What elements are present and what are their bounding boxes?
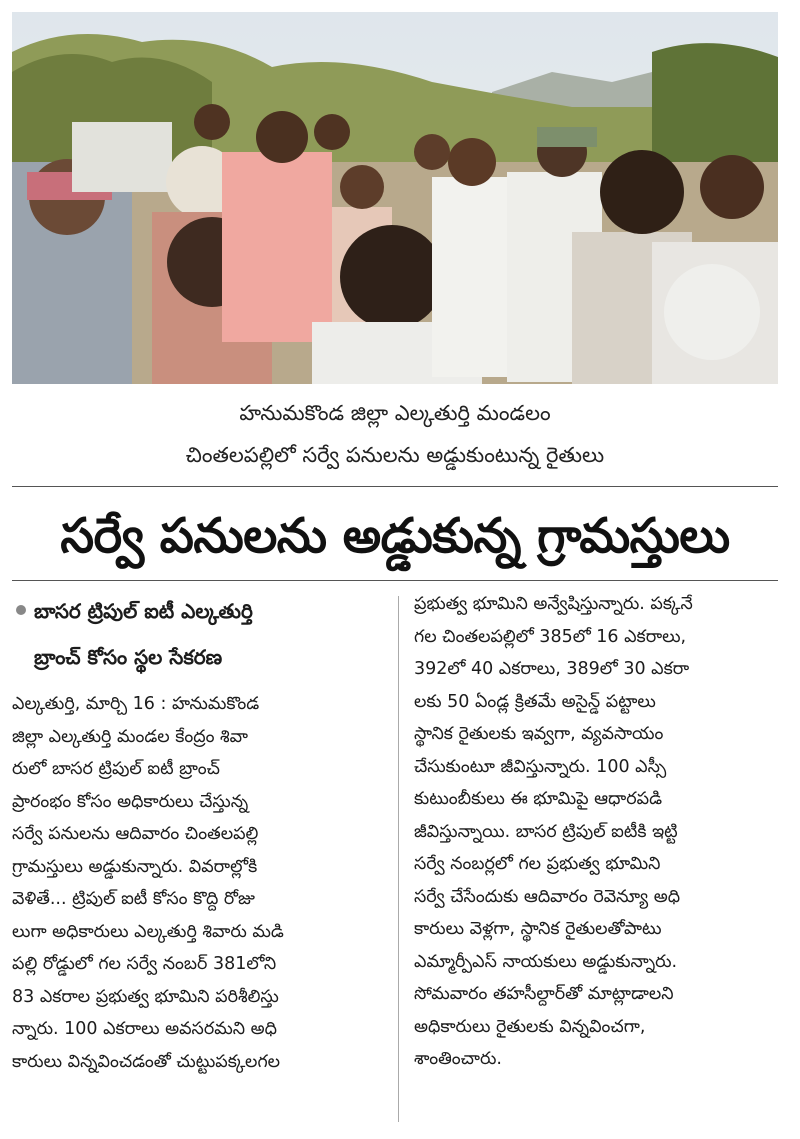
body-line: శాంతించారు. xyxy=(414,1049,502,1069)
body-line: అధికారులు రైతులకు విన్నవించగా, xyxy=(414,1016,646,1037)
body-line: కుటుంబీకులు ఈ భూమిపై ఆధారపడి xyxy=(414,789,663,809)
body-line: ప్రభుత్వ భూమిని అన్వేషిస్తున్నారు. పక్కనే xyxy=(414,594,693,614)
body-line: న్నారు. 100 ఎకరాలు అవసరమని అధి xyxy=(12,1019,277,1039)
body-line: లకు 50 ఏండ్ల క్రితమే అసైన్డ్ పట్టాలు xyxy=(414,691,656,712)
body-line: కారులు విన్నవించడంతో చుట్టుపక్కలగల xyxy=(12,1051,281,1072)
body-line: చేసుకుంటూ జీవిస్తున్నారు. 100 ఎస్సీ xyxy=(414,756,667,777)
body-line: సర్వే నంబర్లలో గల ప్రభుత్వ భూమిని xyxy=(414,854,661,874)
body-line: కారులు వెళ్లగా, స్థానిక రైతులతోపాటు xyxy=(414,919,662,939)
article-column-left xyxy=(12,588,386,1078)
divider-headline xyxy=(12,580,778,581)
body-line: పల్లి రోడ్డులో గల సర్వే నంబర్ 381లోని xyxy=(12,954,277,974)
body-line: రులో బాసర ట్రిపుల్ ఐటీ బ్రాంచ్ xyxy=(12,759,220,779)
body-line: సోమవారం తహసీల్దార్‌తో మాట్లాడాలని xyxy=(414,984,674,1004)
body-line: గల చింతలపల్లిలో 385లో 16 ఎకరాలు, xyxy=(414,626,687,647)
column-divider xyxy=(398,596,399,1122)
photo-farmers-field-icon xyxy=(12,12,778,384)
caption-line-1: హనుమకొండ జిల్లా ఎల్కతుర్తి మండలం xyxy=(239,401,551,425)
body-line: జిల్లా ఎల్కతుర్తి మండల కేంద్రం శివా xyxy=(12,726,249,747)
subhead-1 xyxy=(12,588,386,634)
article-column-right xyxy=(414,588,788,1076)
body-line: జీవిస్తున్నాయి. బాసర ట్రిపుల్ ఐటీకి ఇట్టి xyxy=(414,821,678,842)
headline: సర్వే పనులను అడ్డుకున్న గ్రామస్తులు xyxy=(60,508,730,564)
body-line: 83 ఎకరాల ప్రభుత్వ భూమిని పరిశీలిస్తు xyxy=(12,986,279,1007)
news-photo xyxy=(12,12,778,384)
body-line: ప్రారంభం కోసం అధికారులు చేస్తున్న xyxy=(12,791,249,812)
body-line: ఎమ్మార్పీఎస్ నాయకులు అడ్డుకున్నారు. xyxy=(414,951,678,972)
bullet-icon xyxy=(16,605,26,615)
subhead-2-text: బ్రాంచ్ కోసం స్థల సేకరణ xyxy=(34,645,223,669)
body-line: లుగా అధికారులు ఎల్కతుర్తి శివారు మడి xyxy=(12,921,284,942)
body-line: 392లో 40 ఎకరాలు, 389లో 30 ఎకరా xyxy=(414,659,690,679)
caption-line-2: చింతలపల్లిలో సర్వే పనులను అడ్డుకుంటున్న రైతులు xyxy=(185,443,605,467)
subhead-2 xyxy=(12,634,386,680)
body-line: సర్వే చేసేందుకు ఆదివారం రెవెన్యూ అధి xyxy=(414,886,681,907)
body-line: సర్వే పనులను ఆదివారం చింతలపల్లి xyxy=(12,824,259,844)
body-line: వెళితే... ట్రిపుల్ ఐటీ కోసం కొద్ది రోజు xyxy=(12,889,255,909)
photo-caption xyxy=(12,392,778,478)
body-line: స్థానిక రైతులకు ఇవ్వగా, వ్యవసాయం xyxy=(414,724,664,744)
body-line: గ్రామస్తులు అడ్డుకున్నారు. వివరాల్లోకి xyxy=(12,856,258,877)
body-line: ఎల్కతుర్తి, మార్చి 16 : హనుమకొండ xyxy=(12,694,260,714)
divider-top xyxy=(12,486,778,487)
subhead-1-text: బాసర ట్రిపుల్ ఐటీ ఎల్కతుర్తి xyxy=(34,599,253,623)
